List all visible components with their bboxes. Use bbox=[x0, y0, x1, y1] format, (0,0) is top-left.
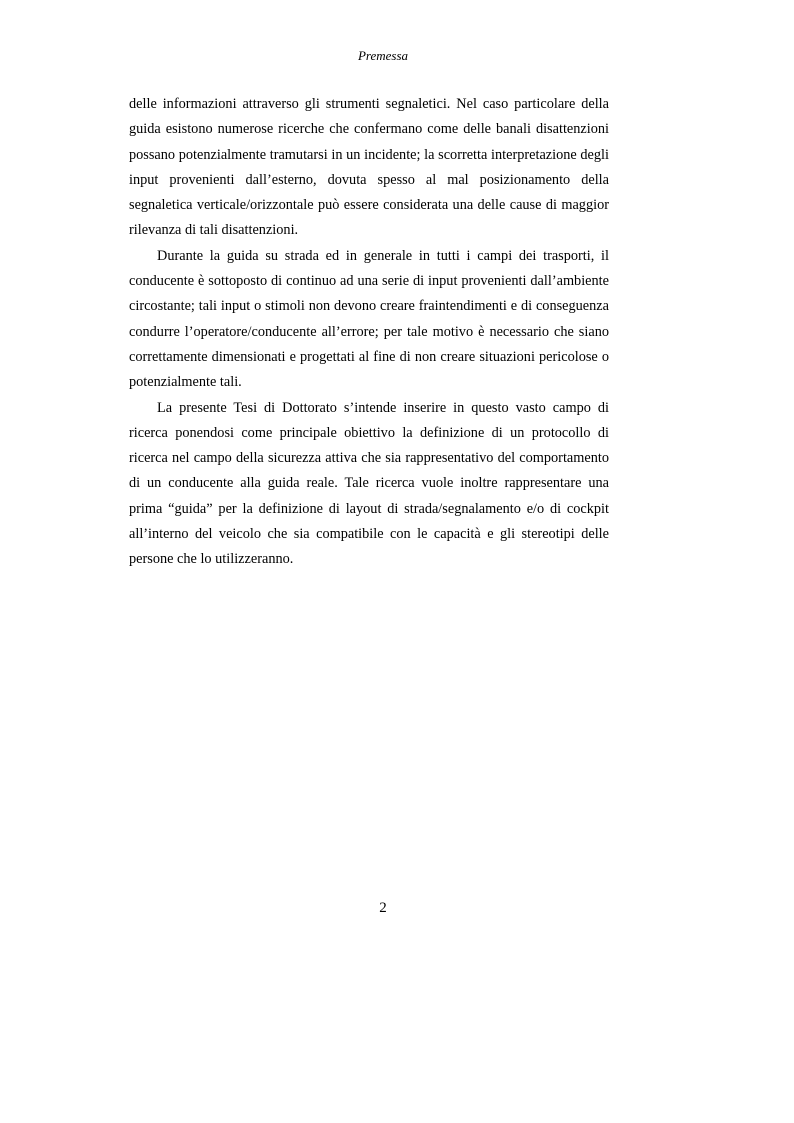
body-text bbox=[129, 92, 609, 573]
paragraph-guida: Durante la guida su strada ed in generale in tutti i campi dei trasporti, il conducente è sottoposto di continuo ad una serie di input provenienti dall’ambiente circostante; tali input o stimoli non devono creare fraintendimenti e di conseguenza condurre l’operatore/conducente all’errore; per tale motivo è necessario che siano correttamente dimensionati e progettati al fine di non creare situazioni pericolose o potenzialmente tali. bbox=[129, 247, 609, 391]
running-header: Premessa bbox=[357, 48, 409, 63]
page-number: 2 bbox=[379, 900, 387, 916]
paragraph-continuation: delle informazioni attraverso gli strumenti segnaletici. Nel caso particolare della guida esistono numerose ricerche che confermano come delle banali disattenzioni possano potenzialmente tramutarsi in un incidente; la scorretta interpretazione degli input provenienti dall’esterno, dovuta spesso al mal posizionamento della segnaletica verticale/orizzontale può essere considerata una delle cause di maggior rilevanza di tali disattenzioni. bbox=[129, 96, 609, 239]
paragraph-tesi: La presente Tesi di Dottorato s’intende inserire in questo vasto campo di ricerca ponendosi come principale obiettivo la definizione di un protocollo di ricerca nel campo della sicurezza attiva che sia rappresentativo del comportamento di un conducente alla guida reale. Tale ricerca vuole inoltre rappresentare una prima “guida” per la definizione di layout di strada/segnalamento e/o di cockpit all’interno del veicolo che sia compatibile con le capacità e gli stereotipi delle persone che lo utilizzeranno. bbox=[129, 399, 609, 568]
